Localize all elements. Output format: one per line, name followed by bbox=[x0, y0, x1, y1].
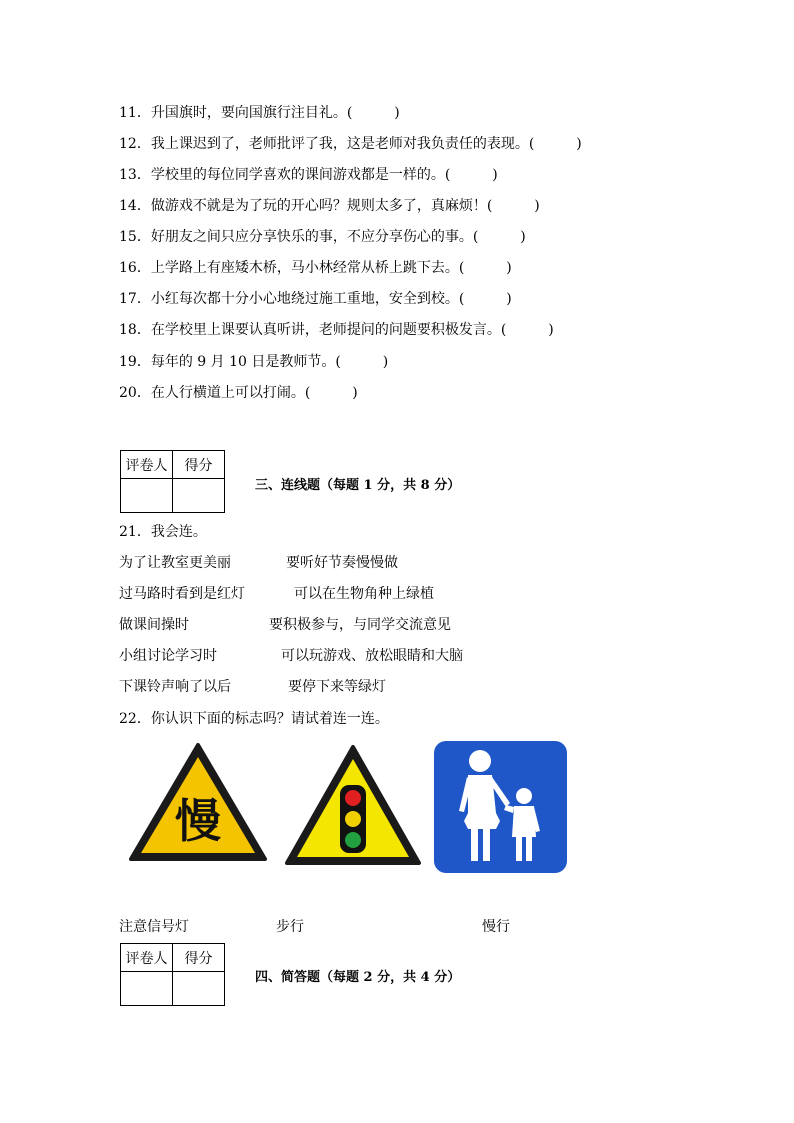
q21-right-5: 要停下来等绿灯 bbox=[288, 679, 386, 695]
sign-label-signal-light: 注意信号灯 bbox=[119, 919, 189, 935]
question-14: 14．做游戏不就是为了玩的开心吗？规则太多了，真麻烦！( ) bbox=[119, 198, 540, 214]
section-3-title: 三、连线题（每题 1 分，共 8 分） bbox=[255, 478, 461, 493]
grader-cell bbox=[121, 972, 173, 1006]
score-box-2 bbox=[120, 943, 225, 1006]
question-21-title: 21．我会连。 bbox=[119, 524, 207, 540]
section-4-title: 四、简答题（每题 2 分，共 4 分） bbox=[255, 970, 461, 985]
slow-sign-icon bbox=[127, 741, 269, 865]
q21-left-3: 做课间操时 bbox=[119, 617, 189, 633]
question-18: 18．在学校里上课要认真听讲，老师提问的问题要积极发言。( ) bbox=[119, 322, 554, 338]
question-16: 16．上学路上有座矮木桥，马小林经常从桥上跳下去。( ) bbox=[119, 260, 512, 276]
question-11: 11．升国旗时，要向国旗行注目礼。( ) bbox=[119, 105, 400, 121]
score-box bbox=[120, 450, 225, 513]
q21-left-4: 小组讨论学习时 bbox=[119, 648, 217, 664]
question-22-title: 22．你认识下面的标志吗？请试着连一连。 bbox=[119, 711, 389, 727]
q21-left-2: 过马路时看到是红灯 bbox=[119, 586, 245, 602]
sign-label-walk: 步行 bbox=[276, 919, 304, 935]
score-label: 得分 bbox=[173, 944, 225, 972]
question-13: 13．学校里的每位同学喜欢的课间游戏都是一样的。( ) bbox=[119, 167, 498, 183]
question-20: 20．在人行横道上可以打闹。( ) bbox=[119, 385, 358, 401]
pedestrian-sign-icon bbox=[434, 741, 567, 873]
grader-label: 评卷人 bbox=[121, 451, 173, 479]
score-cell bbox=[173, 479, 225, 513]
grader-cell bbox=[121, 479, 173, 513]
question-19: 19．每年的 9 月 10 日是教师节。( ) bbox=[119, 354, 389, 370]
score-label: 得分 bbox=[173, 451, 225, 479]
score-cell bbox=[173, 972, 225, 1006]
question-12: 12．我上课迟到了，老师批评了我，这是老师对我负责任的表现。( ) bbox=[119, 136, 582, 152]
q21-left-5: 下课铃声响了以后 bbox=[119, 679, 231, 695]
traffic-light-sign-icon bbox=[283, 743, 423, 867]
question-15: 15．好朋友之间只应分享快乐的事，不应分享伤心的事。( ) bbox=[119, 229, 526, 245]
grader-label: 评卷人 bbox=[121, 944, 173, 972]
q21-right-2: 可以在生物角种上绿植 bbox=[294, 586, 434, 602]
sign-label-slow: 慢行 bbox=[482, 919, 510, 935]
q21-right-4: 可以玩游戏、放松眼睛和大脑 bbox=[281, 648, 463, 664]
q21-left-1: 为了让教室更美丽 bbox=[119, 555, 231, 571]
question-17: 17．小红每次都十分小心地绕过施工重地，安全到校。( ) bbox=[119, 291, 512, 307]
slow-sign-char: 慢 bbox=[175, 794, 221, 848]
q21-right-3: 要积极参与，与同学交流意见 bbox=[269, 617, 451, 633]
q21-right-1: 要听好节奏慢慢做 bbox=[286, 555, 398, 571]
